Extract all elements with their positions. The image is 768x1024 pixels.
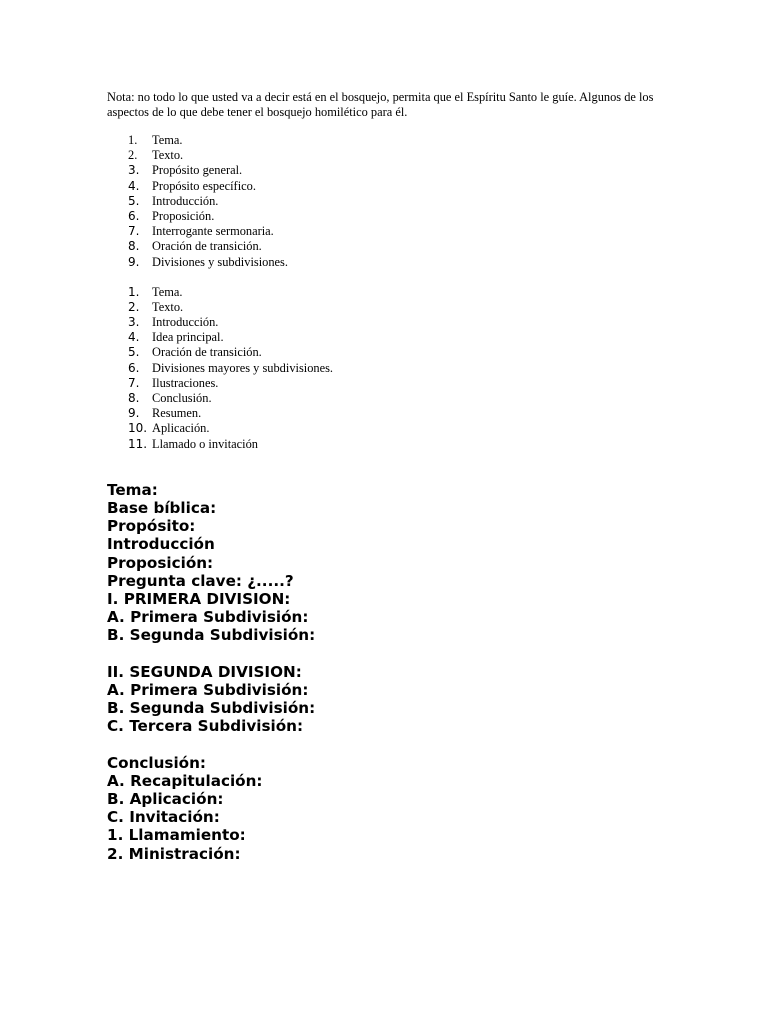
outline-line-subdivision: B. Segunda Subdivisión: — [107, 626, 316, 645]
list-item-text: Resumen. — [152, 406, 202, 421]
list-number: 6. — [128, 360, 140, 375]
outline-spacer — [107, 644, 677, 662]
outline-line-segunda-division: II. SEGUNDA DIVISION: — [107, 662, 302, 681]
list-number: 7. — [128, 224, 140, 239]
list-item-text: Oración de transición. — [152, 345, 262, 360]
list-item-text: Propósito específico. — [152, 178, 256, 193]
list-number: 6. — [128, 208, 140, 223]
list-item-text: Texto. — [152, 148, 184, 163]
list-number: 1. — [128, 133, 138, 147]
list-item-text: Conclusión. — [152, 391, 212, 405]
list-item-text: Llamado o invitación — [152, 436, 258, 451]
note-paragraph: Nota: no todo lo que usted va a decir está en el bosquejo, permita que el Espíritu Santo le guíe. Algunos de los aspectos de lo que debe tener el bosquejo homilético para él. — [107, 90, 654, 119]
outline-line-subdivision: A. Primera Subdivisión: — [107, 608, 309, 627]
list-item — [107, 239, 677, 254]
list-number: 3. — [128, 315, 140, 330]
outline-line-aplicacion: B. Aplicación: — [107, 789, 224, 808]
list-number: 10. — [128, 421, 148, 436]
list-number: 8. — [128, 239, 140, 254]
list-item — [107, 194, 677, 209]
list-item-text: Proposición. — [152, 208, 215, 223]
outline-line-pregunta-clave: Pregunta clave: ¿.....? — [107, 571, 294, 590]
outline-line-introduccion: Introducción — [107, 535, 215, 554]
list-item — [107, 437, 677, 452]
list-item — [107, 330, 677, 345]
outline-line-base-biblica: Base bíblica: — [107, 498, 217, 517]
outline-line-proposicion: Proposición: — [107, 553, 214, 572]
list-item-text: Texto. — [152, 299, 184, 314]
list-number: 2. — [128, 299, 140, 314]
list-item-text: Introducción. — [152, 315, 219, 330]
outline-line-subdivision: B. Segunda Subdivisión: — [107, 699, 316, 717]
list-number: 8. — [128, 391, 140, 405]
outline-line-subdivision: A. Primera Subdivisión: — [107, 680, 309, 699]
outline-line-recapitulacion: A. Recapitulación: — [107, 771, 263, 790]
list-number: 7. — [128, 375, 140, 390]
list-item-text: Idea principal. — [152, 330, 224, 345]
outline-line-invitacion: C. Invitación: — [107, 808, 220, 827]
list-item — [107, 361, 677, 376]
outline-line-llamamiento: 1. Llamamiento: — [107, 826, 246, 845]
list-item — [107, 163, 677, 178]
list-item-text: Interrogante sermonaria. — [152, 224, 274, 239]
list-number: 5. — [128, 345, 140, 360]
list-item-text: Divisiones mayores y subdivisiones. — [152, 360, 334, 375]
outline-line-subdivision: C. Tercera Subdivisión: — [107, 717, 304, 736]
list-number: 4. — [128, 330, 140, 345]
list-item — [107, 406, 677, 421]
list-item — [107, 376, 677, 391]
homiletic-outline-list-2 — [107, 285, 677, 452]
list-number: 9. — [128, 406, 140, 421]
list-item — [107, 255, 677, 270]
list-number: 1. — [128, 284, 140, 299]
list-item — [107, 133, 677, 148]
list-item — [107, 209, 677, 224]
list-number: 5. — [128, 193, 140, 208]
list-item — [107, 300, 677, 315]
homiletic-outline-list-1 — [107, 133, 677, 270]
list-item — [107, 315, 677, 330]
list-number: 9. — [128, 254, 140, 269]
list-item — [107, 148, 677, 163]
list-item-text: Aplicación. — [152, 421, 210, 436]
list-number: 11. — [128, 436, 148, 451]
sermon-outline-template — [107, 481, 677, 863]
list-item-text: Ilustraciones. — [152, 375, 219, 390]
list-item-text: Oración de transición. — [152, 239, 262, 254]
outline-line-conclusion: Conclusión: — [107, 753, 206, 772]
outline-line-tema: Tema: — [107, 480, 158, 499]
list-item — [107, 391, 677, 406]
list-item — [107, 421, 677, 436]
list-item-text: Propósito general. — [152, 163, 243, 178]
list-number: 4. — [128, 178, 140, 193]
list-item-text: Introducción. — [152, 193, 219, 208]
outline-line-ministracion: 2. Ministración: — [107, 844, 241, 863]
list-number: 3. — [128, 163, 140, 178]
list-item-text: Tema. — [152, 133, 183, 147]
list-item-text: Divisiones y subdivisiones. — [152, 254, 288, 269]
list-item — [107, 345, 677, 360]
list-item — [107, 224, 677, 239]
list-item-text: Tema. — [152, 284, 183, 299]
list-item — [107, 179, 677, 194]
list-number: 2. — [128, 148, 138, 163]
outline-line-primera-division: I. PRIMERA DIVISION: — [107, 589, 291, 608]
outline-spacer — [107, 735, 677, 753]
list-item — [107, 285, 677, 300]
document-page — [107, 90, 677, 863]
outline-line-proposito: Propósito: — [107, 517, 196, 536]
